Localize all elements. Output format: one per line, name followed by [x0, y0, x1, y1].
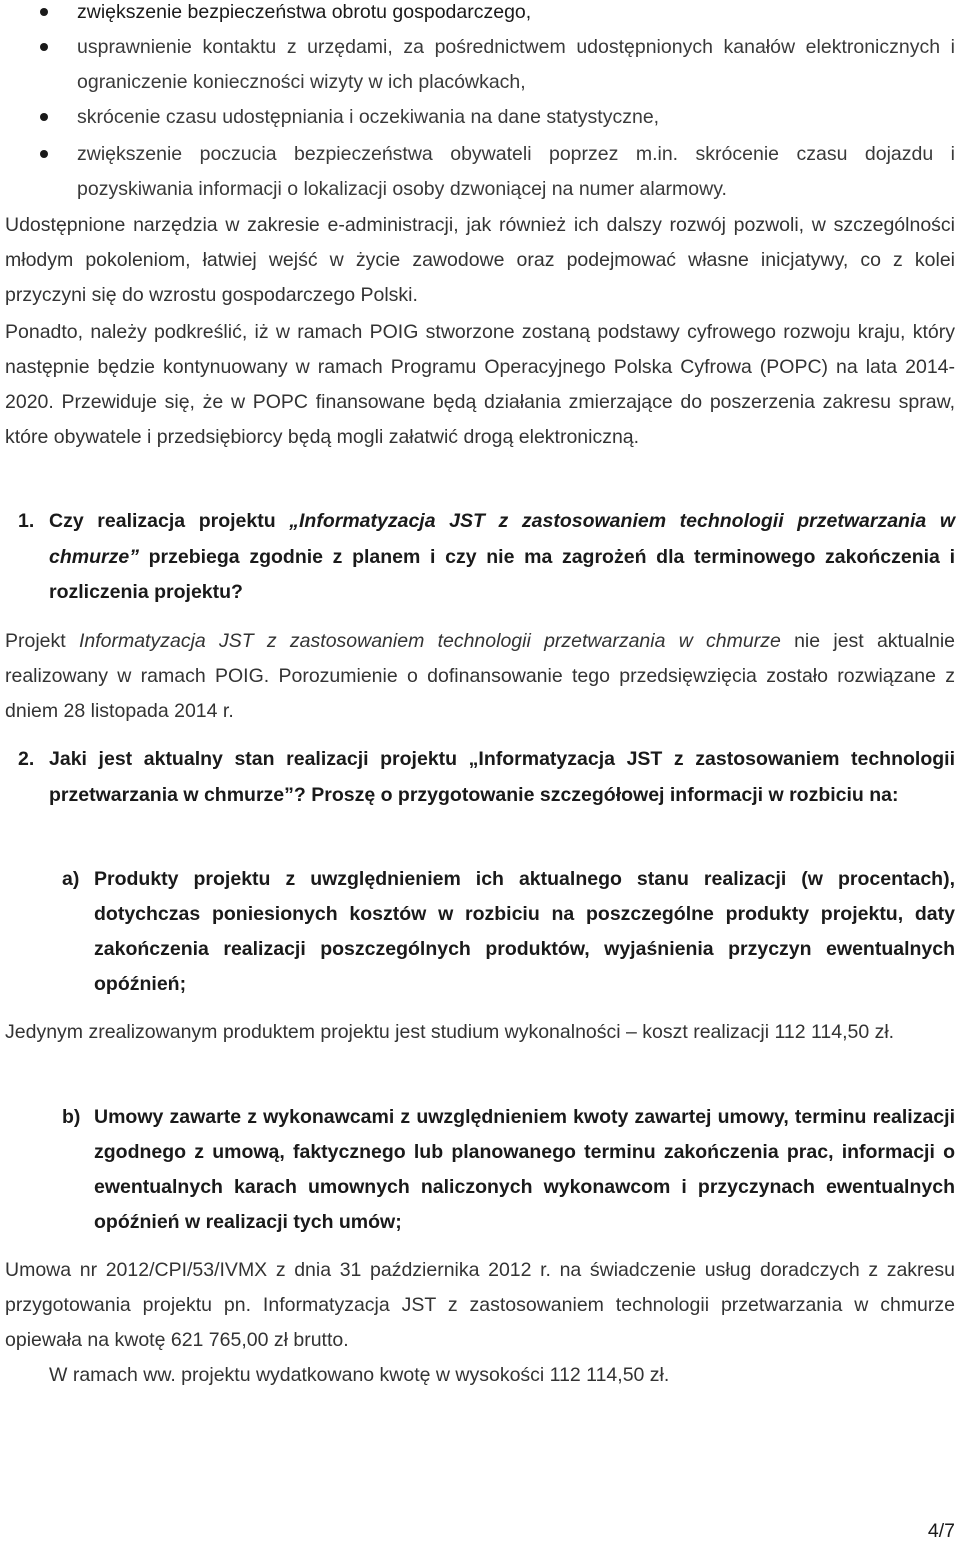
page-number: 4/7 [927, 1520, 955, 1542]
list-item: zwiększenie poczucia bezpieczeństwa obywateli poprzez m.in. skrócenie czasu dojazdu i pozyskiwania informacji o lokalizacji osoby dzwoniącej na numer alarmowy. [0, 137, 960, 207]
paragraph-poig-part1: Ponadto, należy podkreślić, iż w ramach POIG stworzone zostaną podstawy cyfrowego rozwoju kraju, który następnie będzie kontynuowany w ramach Programu Operacyjnego Polska Cyfrowa (POPC) na lata 2014-2020. [5, 321, 955, 413]
subquestion-b: b) Umowy zawarte z wykonawcami z uwzględnieniem kwoty zawartej umowy, terminu realizacji zgodnego z umową, faktycznego lub planowanego terminu zakończenia prac, informacji o ewentualnych karach umownych naliczonych wykonawcom i przyczynach ewentualnych opóźnień w realizacji tych umów; [62, 1100, 955, 1240]
project-title: „Informatyzacja JST z zastosowaniem technologii przetwarzania w chmurze” [49, 510, 955, 568]
answer-a: Jedynym zrealizowanym produktem projektu jest studium wykonalności – koszt realizacji 112 114,50 zł. [5, 1021, 895, 1043]
list-item: zwiększenie bezpieczeństwa obrotu gospodarczego, [0, 0, 960, 30]
bullet-icon [40, 113, 48, 121]
list-item: usprawnienie kontaktu z urzędami, za pośrednictwem udostępnionych kanałów elektronicznych i ograniczenie konieczności wizyty w ich placówkach, [0, 30, 960, 100]
paragraph-e-administration: Udostępnione narzędzia w zakresie e-administracji, jak również ich dalszy rozwój pozwoli, w szczególności młodym pokoleniom, łatwiej wejść w życie zawodowe oraz podejmować własne inicjatywy, co z kolei przyczyni się do wzrostu gospodarczego Polski. [5, 214, 955, 306]
bullet-icon [40, 43, 48, 51]
question-2: 2. Jaki jest aktualny stan realizacji projektu „Informatyzacja JST z zastosowaniem technologii przetwarzania w chmurze”? Proszę o przygotowanie szczegółowej informacji w rozbiciu na: [5, 742, 955, 813]
bullet-icon [40, 8, 48, 16]
subquestion-a: a) Produkty projektu z uwzględnieniem ich aktualnego stanu realizacji (w procentach), dotychczas poniesionych kosztów w rozbiciu na poszczególne produkty projektu, daty zakończenia realizacji poszczególnych produktów, wyjaśnienia przyczyn ewentualnych opóźnień; [62, 862, 955, 1002]
answer-1: Projekt Informatyzacja JST z zastosowaniem technologii przetwarzania w chmurze nie jest aktualnie realizowany w ramach POIG. Porozumienie o dofinansowanie tego przedsięwzięcia zostało rozwiązane z dniem 28 listopada 2014 r. [5, 630, 956, 722]
project-title: Informatyzacja JST z zastosowaniem technologii przetwarzania w chmurze [78, 630, 781, 652]
question-number: 1. [18, 510, 35, 532]
subquestion-label: a) [62, 868, 80, 890]
question-number: 2. [18, 748, 35, 770]
answer-b: Umowa nr 2012/CPI/53/IVMX z dnia 31 października 2012 r. na świadczenie usług doradczych z zakresu przygotowania projektu pn. Informatyzacja JST z zastosowaniem technologii przetwarzania w chmurze opiewała na kwotę 621 765,00 zł brutto. [5, 1259, 955, 1351]
list-item: skrócenie czasu udostępniania i oczekiwania na dane statystyczne, [0, 100, 960, 135]
answer-b-amount: W ramach ww. projektu wydatkowano kwotę w wysokości 112 114,50 zł. [49, 1364, 670, 1386]
paragraph-poig [5, 315, 955, 455]
subquestion-label: b) [62, 1106, 81, 1128]
bullet-icon [40, 150, 48, 158]
question-1: 1. Czy realizacja projektu „Informatyzacja JST z zastosowaniem technologii przetwarzania w chmurze” przebiega zgodnie z planem i czy nie ma zagrożeń dla terminowego zakończenia i rozliczenia projektu? [5, 504, 955, 611]
paragraph-poig-part2: Przewiduje się, że w POPC finansowane będą działania zmierzające do poszerzenia zakresu spraw, które obywatele i przedsiębiorcy będą mogli załatwić drogą elektroniczną. [5, 391, 956, 448]
